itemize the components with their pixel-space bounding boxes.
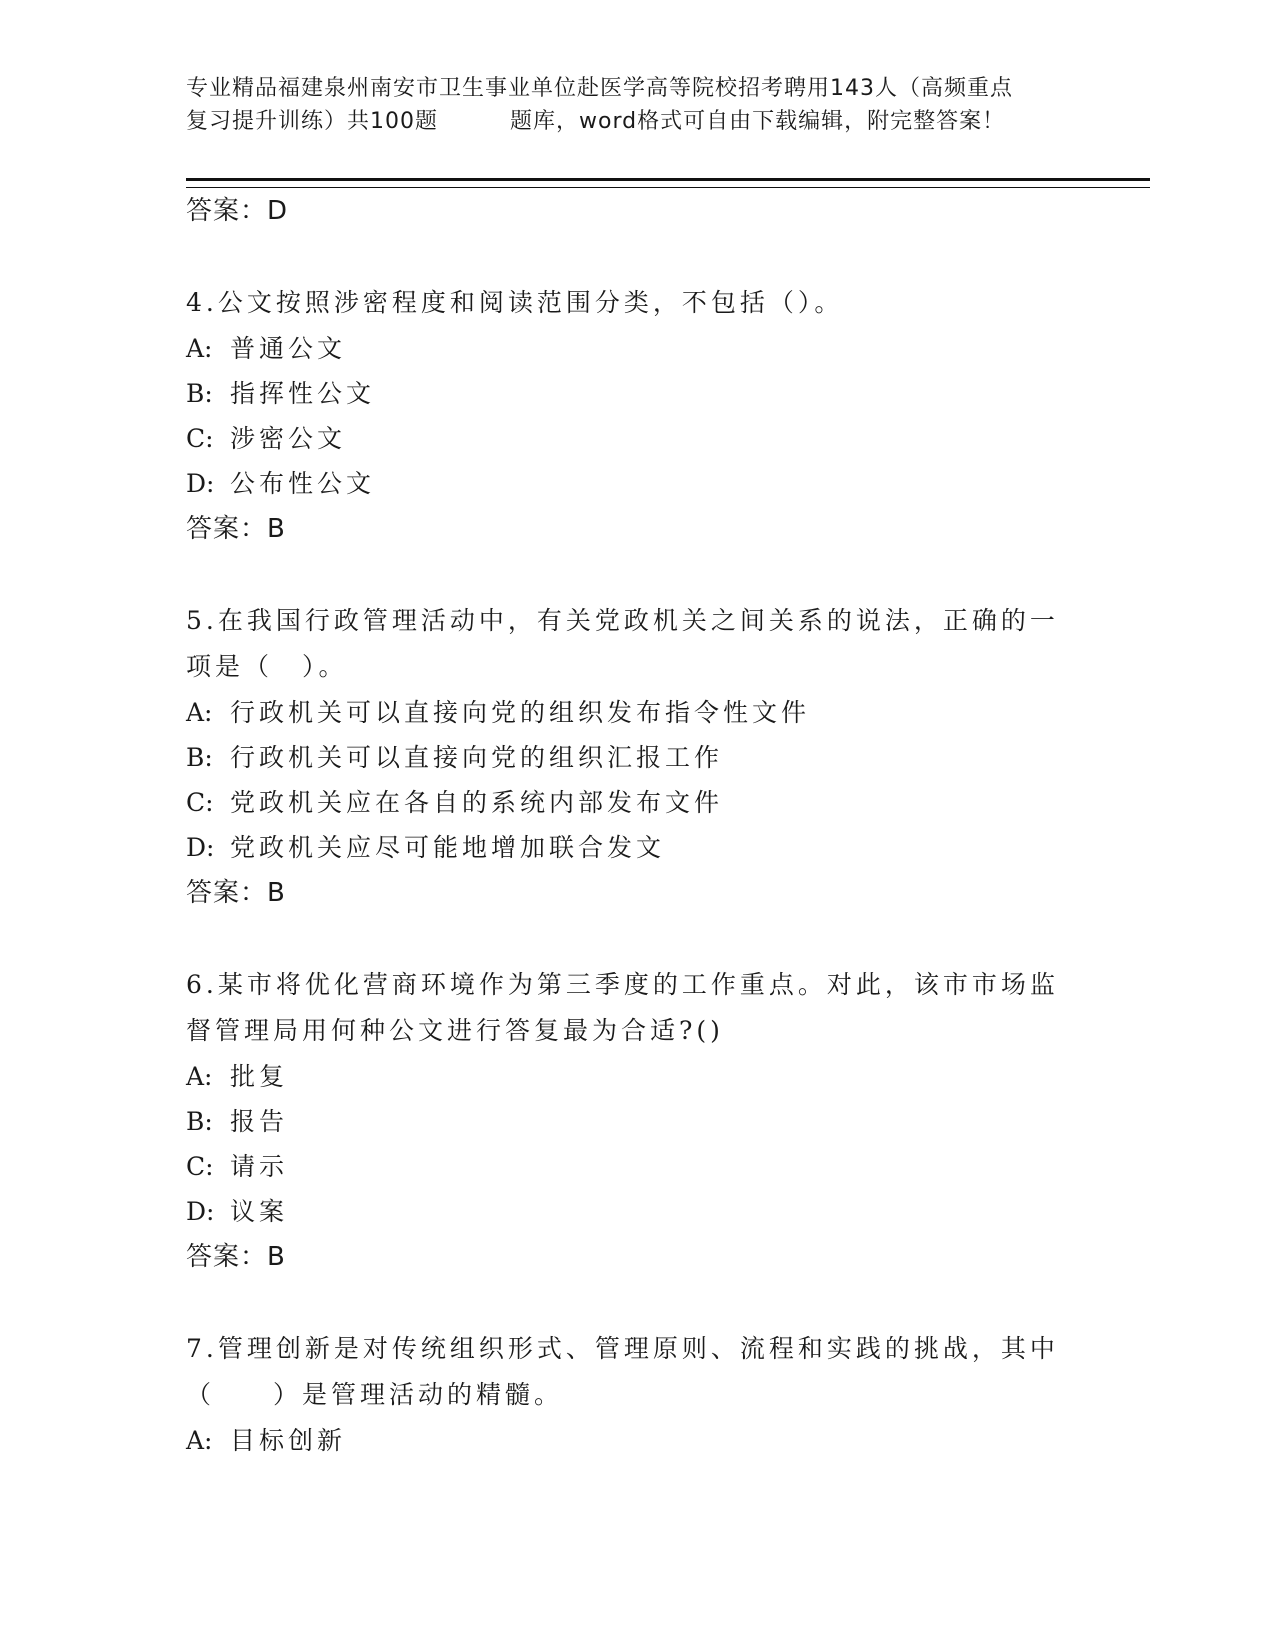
answer-line: 答案：B <box>186 878 286 908</box>
option-key: A: <box>186 334 213 363</box>
option-text: 请示 <box>230 1152 289 1181</box>
header-line-2-part-1: 复习提升训练）共100题 <box>186 109 438 134</box>
header-line-2-part-2: 题库，word格式可自由下载编辑，附完整答案！ <box>510 109 1006 134</box>
option-c <box>186 1144 1086 1189</box>
question-6 <box>186 962 1086 1280</box>
option-key: D: <box>186 1197 215 1226</box>
option-b <box>186 1099 1086 1144</box>
option-key: C: <box>186 1152 214 1181</box>
page-header <box>186 72 1086 138</box>
option-key: B: <box>186 743 213 772</box>
answer-line: 答案：B <box>186 1242 286 1272</box>
question-text: 4.公文按照涉密程度和阅读范围分类，不包括（）。 <box>186 288 844 317</box>
option-text: 公布性公文 <box>230 469 376 498</box>
option-text: 议案 <box>230 1197 289 1226</box>
option-key: B: <box>186 1107 213 1136</box>
option-key: C: <box>186 788 214 817</box>
option-text: 党政机关应在各自的系统内部发布文件 <box>230 788 724 817</box>
option-text: 普通公文 <box>230 334 347 363</box>
option-text: 批复 <box>230 1062 289 1091</box>
option-key: C: <box>186 424 214 453</box>
option-text: 党政机关应尽可能地增加联合发文 <box>230 833 666 862</box>
question-text: 5.在我国行政管理活动中，有关党政机关之间关系的说法，正确的一项是（ ）。 <box>186 606 1059 681</box>
option-key: B: <box>186 379 213 408</box>
option-key: D: <box>186 469 215 498</box>
option-a <box>186 1418 1086 1463</box>
option-d <box>186 825 1086 870</box>
option-key: A: <box>186 1426 213 1455</box>
header-line-2 <box>186 105 1086 138</box>
question-text: 6.某市将优化营商环境作为第三季度的工作重点。对此，该市市场监督管理局用何种公文进行答复最为合适?() <box>186 970 1059 1045</box>
answer-line: 答案：D <box>186 196 289 226</box>
option-text: 行政机关可以直接向党的组织发布指令性文件 <box>230 698 811 727</box>
document-body <box>186 188 1086 1463</box>
option-text: 报告 <box>230 1107 289 1136</box>
option-key: D: <box>186 833 215 862</box>
header-divider <box>186 178 1150 188</box>
option-text: 目标创新 <box>230 1426 347 1455</box>
answer-line: 答案：B <box>186 514 286 544</box>
option-text: 涉密公文 <box>230 424 347 453</box>
option-key: A: <box>186 698 213 727</box>
option-c <box>186 780 1086 825</box>
option-text: 指挥性公文 <box>230 379 376 408</box>
question-text: 7.管理创新是对传统组织形式、管理原则、流程和实践的挑战，其中（ ）是管理活动的精髓。 <box>186 1334 1059 1409</box>
option-c <box>186 416 1086 461</box>
option-key: A: <box>186 1062 213 1091</box>
question-7 <box>186 1326 1086 1463</box>
option-text: 行政机关可以直接向党的组织汇报工作 <box>230 743 724 772</box>
option-b <box>186 371 1086 416</box>
option-a <box>186 326 1086 371</box>
option-a <box>186 690 1086 735</box>
option-d <box>186 1189 1086 1234</box>
option-b <box>186 735 1086 780</box>
option-d <box>186 461 1086 506</box>
header-line-1: 专业精品福建泉州南安市卫生事业单位赴医学高等院校招考聘用143人（高频重点 <box>186 76 1013 101</box>
question-5 <box>186 598 1086 916</box>
question-4 <box>186 280 1086 552</box>
option-a <box>186 1054 1086 1099</box>
